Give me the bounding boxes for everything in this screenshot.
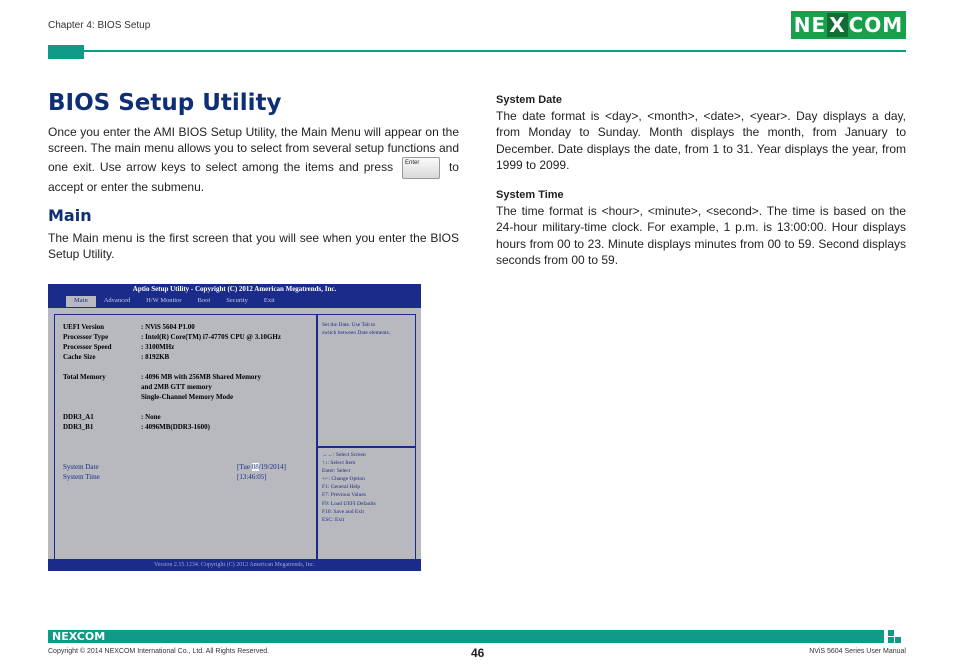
bios-row-value: : 4096 MB with 256MB Shared Memory [141,373,262,381]
main-heading: Main [48,206,92,225]
help-line: switch between Date elements. [322,330,391,336]
system-date-description: The date format is <day>, <month>, <date>, <year>. Day displays a day, from Monday to Sunday. Month displays the month, from January to December. Date displays the date, from 1 to 31. Year displays the year, from 1999 to 2099. [496,109,906,172]
nexcom-logo [791,11,906,39]
system-time-value[interactable]: [13:46:05] [237,473,267,481]
key-hint: →←: Select Screen [322,452,366,458]
manual-title: NViS 5604 Series User Manual [809,648,906,655]
bios-keys-panel [317,447,416,564]
bios-tab-security[interactable]: Security [226,297,248,304]
key-hint: +/-: Change Option [322,476,365,483]
bios-tab-hw-monitor[interactable]: H/W Monitor [146,297,182,304]
logo-text-left: NE [793,13,827,37]
system-date-heading: System Date [496,94,563,106]
bios-tab-main[interactable]: Main [66,296,96,307]
logo-x-mark: X [829,13,846,37]
main-description: The Main menu is the first screen that you will see when you enter the BIOS Setup Utility. [48,231,459,262]
bios-tab-exit[interactable]: Exit [263,297,275,304]
intro-paragraph [48,124,459,195]
bios-row-key: Processor Type [63,333,109,341]
system-time-heading: System Time [496,189,564,201]
bios-row-value: and 2MB GTT memory [141,383,212,391]
bios-row-key: Processor Speed [63,343,112,351]
bios-keys-list [322,451,376,524]
bios-row-value: : Intel(R) Core(TM) i7-4770S CPU @ 3.10GHz [141,333,281,341]
footer-logo: NEXCOM [52,630,106,643]
enter-key-icon [402,157,440,179]
bios-row-value: : 4096MB(DDR3-1600) [141,423,211,431]
bios-main-panel [54,314,317,564]
intro-text-before: Once you enter the AMI BIOS Setup Utility, the Main Menu will appear on the screen. The main menu allows you to select from several setup functions and one exit. Use arrow keys to select among the items and press [48,125,459,174]
bios-top-bar [48,284,421,308]
page-number: 46 [471,646,485,660]
bios-help-panel [317,314,416,447]
bios-row-value: : None [141,413,161,421]
key-hint: F1: General Help [322,484,361,491]
footer-bar [48,630,884,643]
bios-row-key: Total Memory [63,373,106,381]
system-date-label: System Date [63,463,99,471]
bios-footer: Version 2.15.1234. Copyright (C) 2012 American Megatrends, Inc. [48,559,421,571]
copyright-text: Copyright © 2014 NEXCOM International Co., Ltd. All Rights Reserved. [48,648,270,655]
bios-row-key: DDR3_A1 [63,413,94,421]
key-hint: ↑↓: Select Item [322,460,356,467]
bios-row-key: Cache Size [63,353,96,361]
help-line: Set the Date. Use Tab to [322,322,376,328]
logo-text-right: COM [848,13,904,37]
system-time-label: System Time [63,473,100,481]
bios-tab-advanced[interactable]: Advanced [103,297,131,304]
bios-tab-bar [66,296,283,307]
system-time-description: The time format is <hour>, <minute>, <second>. The time is based on the 24-hour military-time clock. For example, 1 p.m. is 13:00:00. Hour displays hours from 00 to 23. Minute displays minutes from 00 to 59. Second displays seconds from 00 to 59. [496,204,906,267]
bios-help-text [322,321,390,337]
key-hint: F7: Previous Values [322,492,366,499]
key-hint: Enter: Select [322,468,351,475]
system-date-month-highlight[interactable]: 08 [251,463,259,471]
bios-row-value: : NViS 5604 P1.00 [141,323,195,331]
bios-row-key: DDR3_B1 [63,423,94,431]
chapter-label: Chapter 4: BIOS Setup [48,20,151,31]
header-divider [48,50,906,52]
key-hint: ESC: Exit [322,516,345,523]
system-date-value[interactable] [237,463,286,471]
intro-text-after: to accept or enter the submenu. [48,159,459,194]
bios-row-key: UEFI Version [63,323,105,331]
header-tab-accent [48,45,84,59]
key-hint: F9: Load UEFI Defaults [322,500,376,507]
bios-screen [48,284,421,571]
bios-row-value: Single-Channel Memory Mode [141,393,234,401]
system-date-rest: /19/2014] [258,463,286,471]
bios-tab-boot[interactable]: Boot [197,297,211,304]
page-title: BIOS Setup Utility [48,90,282,116]
system-date-day: [Tue [237,463,252,471]
enter-key-label: Enter [405,159,420,166]
bios-title: Aptio Setup Utility - Copyright (C) 2012 American Megatrends, Inc. [132,285,337,293]
key-hint: F10: Save and Exit [322,508,365,515]
bios-row-value: : 3100MHz [141,343,175,351]
bios-row-value: : 8192KB [141,353,170,361]
footer-squares-icon [888,630,906,643]
